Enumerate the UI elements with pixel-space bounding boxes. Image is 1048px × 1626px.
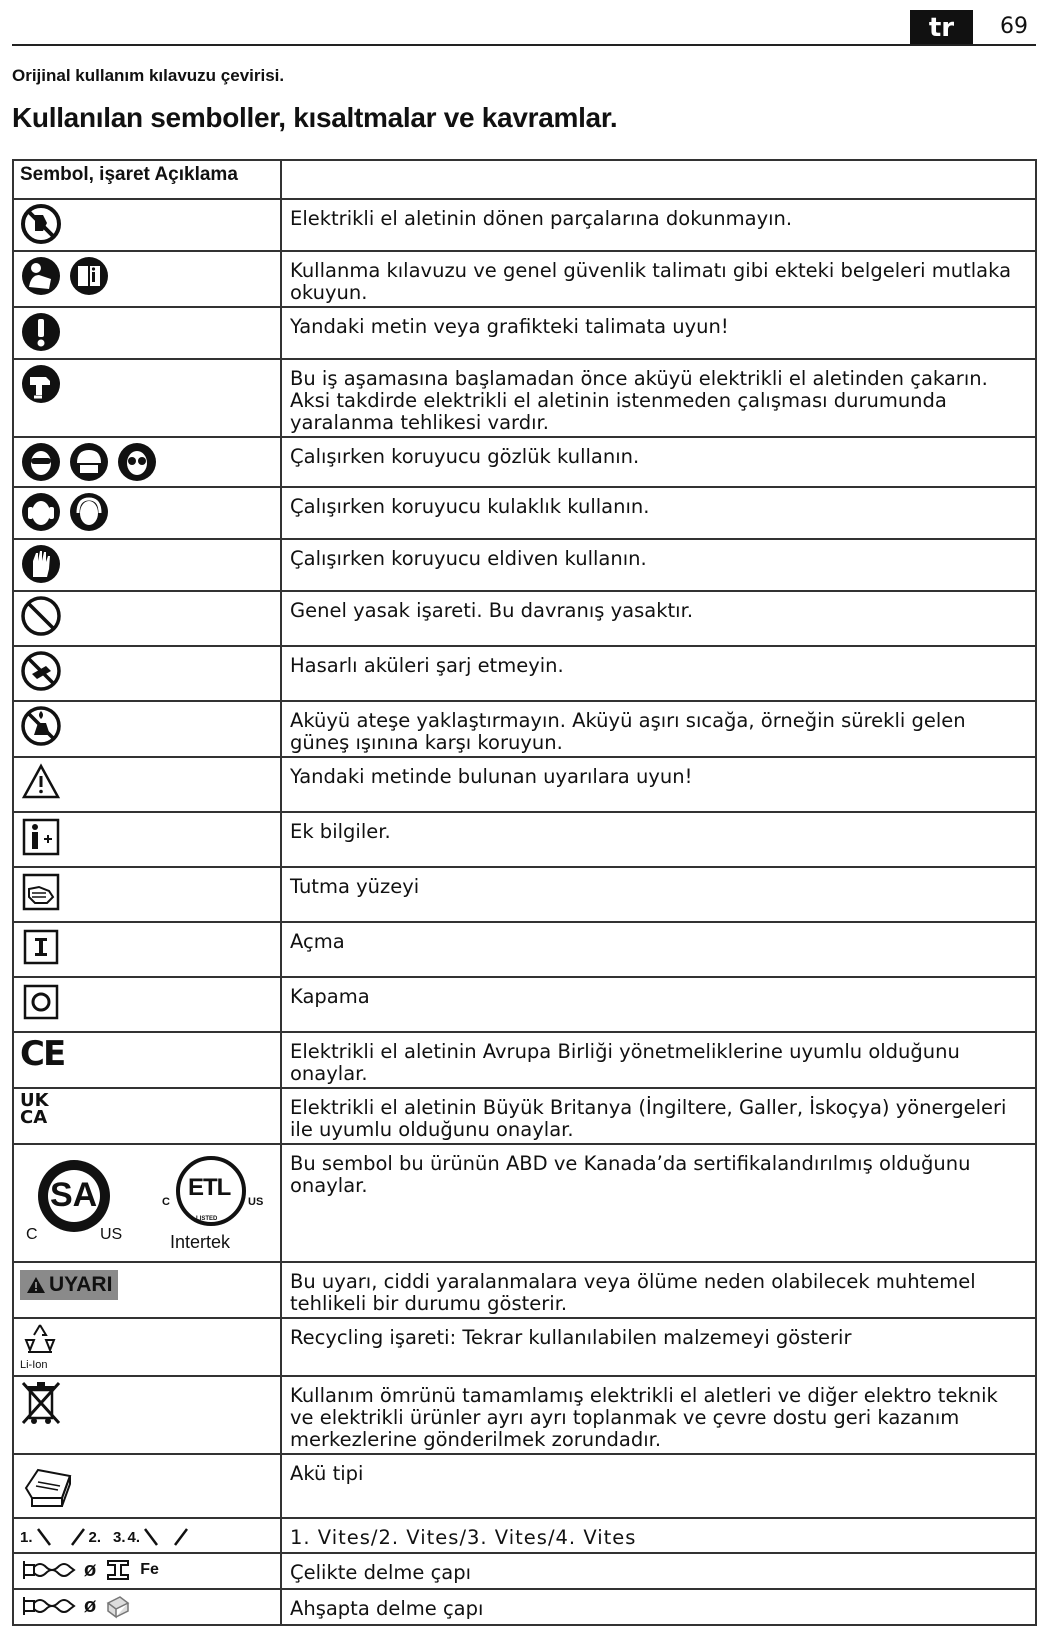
table-header-empty [281, 160, 1036, 199]
row-description: Hasarlı aküleri şarj etmeyin. [281, 646, 1036, 701]
steel-label: Fe [140, 1561, 159, 1578]
prohibition-icon [20, 595, 62, 637]
steel-beam-icon [104, 1557, 132, 1583]
row-description: Açma [281, 922, 1036, 977]
document-subtitle: Orijinal kullanım kılavuzu çevirisi. [12, 66, 285, 85]
battery-pack-icon [20, 1458, 80, 1512]
etl-c: C [162, 1196, 170, 1208]
row-description: Bu iş aşamasına başlamadan önce aküyü elektrikli el aletinden çakarın. Aksi takdirde elektrikli el aletinin istenmeden çalışması durumunda yaralanma tehlikesi vardır. [281, 359, 1036, 437]
table-row [13, 646, 1036, 701]
remove-battery-icon [20, 363, 62, 405]
header-divider [12, 44, 1036, 46]
table-row [13, 812, 1036, 867]
row-description: Tutma yüzeyi [281, 867, 1036, 922]
row-description: Elektrikli el aletinin Büyük Britanya (İngiltere, Galler, İskoçya) yönergeleri ile uyumlu olduğunu onaylar. [281, 1088, 1036, 1144]
row-description: Kullanım ömrünü tamamlamış elektrikli el aletleri ve diğer elektro teknik ve elektrikli ürünler ayrı ayrı toplanmak ve çevre dostu geri kazanım merkezlerine gönderilmek zorundadır. [281, 1376, 1036, 1454]
grip-surface-icon [20, 871, 62, 913]
row-description: Çalışırken koruyucu kulaklık kullanın. [281, 487, 1036, 539]
row-description: Çelikte delme çapı [281, 1553, 1036, 1589]
table-row [13, 1376, 1036, 1454]
table-row [13, 437, 1036, 487]
ukca-top: UK [20, 1090, 49, 1111]
no-fire-battery-icon [20, 705, 62, 747]
table-row [13, 199, 1036, 251]
table-row [13, 1144, 1036, 1262]
row-description: Genel yasak işareti. Bu davranış yasaktır. [281, 591, 1036, 646]
csa-letters: SA [50, 1176, 98, 1214]
gear-1-icon [35, 1526, 53, 1548]
weee-bin-icon [20, 1380, 62, 1426]
gloves-icon [20, 543, 62, 585]
row-description: Bu sembol bu ürünün ABD ve Kanada’da sertifikalandırılmış olduğunu onaylar. [281, 1144, 1036, 1262]
ukca-bottom: CA [20, 1107, 48, 1128]
row-description: 1. Vites/2. Vites/3. Vites/4. Vites [281, 1518, 1036, 1553]
csa-mark-icon [26, 1156, 122, 1252]
row-description: Yandaki metin veya grafikteki talimata uyun! [281, 307, 1036, 359]
row-description: Ahşapta delme çapı [281, 1589, 1036, 1625]
symbol-table [12, 159, 1037, 1626]
warning-badge [20, 1270, 118, 1300]
table-row [13, 539, 1036, 591]
hearing-protection-icon [68, 491, 110, 533]
info-book-icon [68, 255, 110, 297]
row-description: Kullanma kılavuzu ve genel güvenlik talimatı gibi ekteki belgeleri mutlaka okuyun. [281, 251, 1036, 307]
table-row [13, 1262, 1036, 1318]
table-row [13, 922, 1036, 977]
table-row [13, 1518, 1036, 1553]
table-row [13, 251, 1036, 307]
row-description: Kapama [281, 977, 1036, 1032]
row-description: Recycling işareti: Tekrar kullanılabilen malzemeyi gösterir [281, 1318, 1036, 1376]
recycling-icon [20, 1322, 60, 1356]
power-on-icon [20, 926, 62, 968]
liion-label: Li-Ion [20, 1359, 48, 1371]
power-off-icon [20, 981, 62, 1023]
row-description: Çalışırken koruyucu eldiven kullanın. [281, 539, 1036, 591]
gear-4-label: 4. [127, 1528, 141, 1546]
etl-us: US [248, 1196, 264, 1208]
etl-listed: LISTED [196, 1216, 218, 1222]
additional-info-icon [20, 816, 62, 858]
diameter-symbol: ø [84, 1594, 97, 1617]
table-row [13, 487, 1036, 539]
table-row [13, 1088, 1036, 1144]
table-row [13, 1318, 1036, 1376]
table-header-row [13, 160, 1036, 199]
table-row [13, 1032, 1036, 1088]
gear-4-icon [172, 1526, 190, 1548]
row-description: Çalışırken koruyucu gözlük kullanın. [281, 437, 1036, 487]
row-description: Elektrikli el aletinin Avrupa Birliği yönetmeliklerine uyumlu olduğunu onaylar. [281, 1032, 1036, 1088]
read-manual-icon [20, 255, 62, 297]
row-description: Akü tipi [281, 1454, 1036, 1518]
drill-bit-icon [20, 1593, 76, 1619]
ear-protection-icon [20, 491, 62, 533]
table-row [13, 701, 1036, 757]
table-row [13, 591, 1036, 646]
table-row [13, 867, 1036, 922]
table-row [13, 1589, 1036, 1625]
no-touch-rotating-icon [20, 203, 62, 245]
gear-3-label: 3. [113, 1528, 126, 1546]
drill-bit-icon [20, 1557, 76, 1583]
etl-letters: ETL [188, 1174, 231, 1201]
table-row [13, 359, 1036, 437]
table-row [13, 977, 1036, 1032]
table-row [13, 1454, 1036, 1518]
wood-block-icon [104, 1593, 132, 1619]
diameter-symbol: ø [84, 1558, 97, 1581]
row-description: Elektrikli el aletinin dönen parçalarına dokunmayın. [281, 199, 1036, 251]
table-header-label: Sembol, işaret Açıklama [13, 160, 281, 199]
etl-mark-icon [162, 1154, 262, 1254]
row-description: Yandaki metinde bulunan uyarılara uyun! [281, 757, 1036, 812]
ukca-mark-icon [20, 1092, 274, 1126]
etl-brand: Intertek [170, 1232, 231, 1252]
page-number: 69 [1000, 14, 1028, 39]
warning-badge-icon [26, 1276, 46, 1294]
warning-badge-label: UYARI [49, 1273, 113, 1296]
ce-mark-icon: CE [20, 1034, 65, 1074]
csa-c: C [26, 1226, 38, 1243]
csa-us: US [100, 1226, 123, 1243]
table-row [13, 1553, 1036, 1589]
table-row [13, 757, 1036, 812]
language-tab: tr [910, 10, 973, 44]
eye-protection-icon [20, 441, 62, 483]
row-description: Bu uyarı, ciddi yaralanmalara veya ölüme neden olabilecek muhtemel tehlikeli bir durumu gösterir. [281, 1262, 1036, 1318]
mandatory-exclamation-icon [20, 311, 62, 353]
page-title: Kullanılan semboller, kısaltmalar ve kavramlar. [12, 102, 618, 133]
gear-3-icon [142, 1526, 160, 1548]
face-shield-icon [68, 441, 110, 483]
row-description: Aküyü ateşe yaklaştırmayın. Aküyü aşırı sıcağa, örneğin sürekli gelen güneş ışınına karşı koruyun. [281, 701, 1036, 757]
gear-2-icon [69, 1526, 87, 1548]
gear-1-label: 1. [20, 1528, 33, 1546]
table-row [13, 307, 1036, 359]
safety-goggles-icon [116, 441, 158, 483]
warning-triangle-icon [20, 761, 62, 803]
row-description: Ek bilgiler. [281, 812, 1036, 867]
gear-2-label: 2. [88, 1528, 102, 1546]
no-charge-damaged-battery-icon [20, 650, 62, 692]
